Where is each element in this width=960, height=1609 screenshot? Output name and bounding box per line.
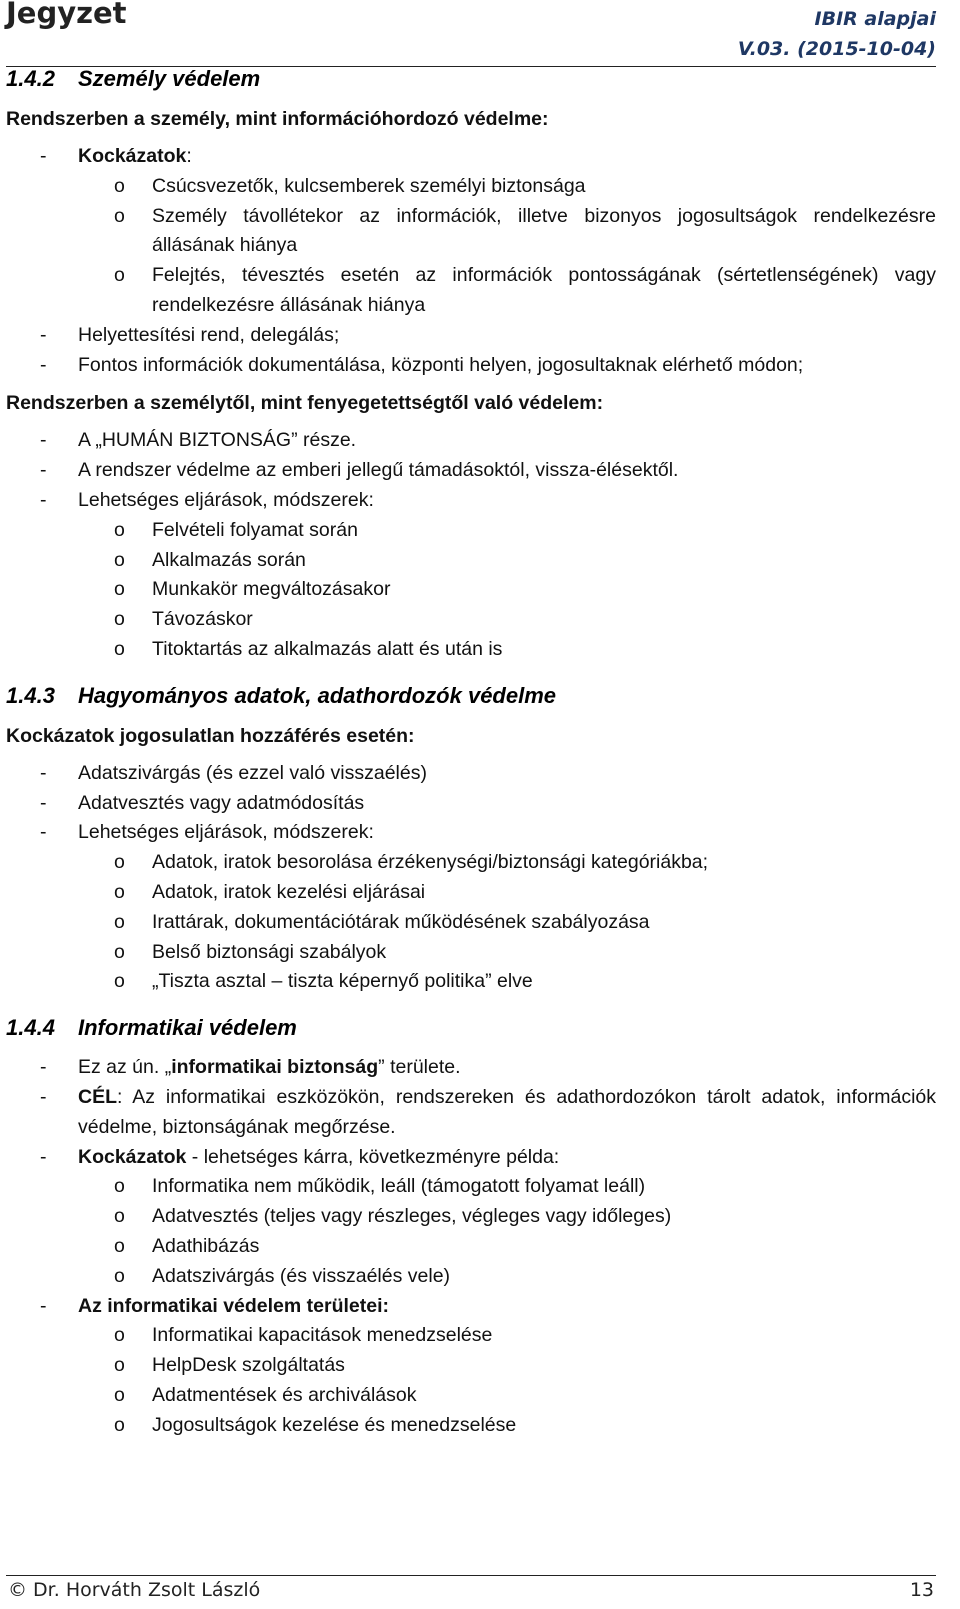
document-body [6,62,936,1448]
header-title: Jegyzet [6,0,127,30]
page-header [0,0,960,70]
list-item: o Informatikai kapacitások menedzselése [78,1321,936,1351]
list-item: - A „HUMÁN BIZTONSÁG” része. [6,426,936,456]
list-item: o Adatvesztés (teljes vagy részleges, végleges vagy időleges) [78,1202,936,1232]
sublist-risks [78,172,936,321]
list-item [6,486,936,665]
list-item: o HelpDesk szolgáltatás [78,1351,936,1381]
subheading-unauthorized-access: Kockázatok jogosulatlan hozzáférés esetén: [6,724,415,747]
section-title: Informatikai védelem [78,1015,297,1041]
list-item: o Személy távollétekor az információk, illetve bizonyos jogosultságok rendelkezésre állásának hiánya [78,202,936,262]
section-title: Személy védelem [78,66,261,91]
list-item [6,142,936,321]
list-item: o Adatok, iratok besorolása érzékenységi/biztonsági kategóriákba; [78,848,936,878]
list-item [6,1292,936,1441]
goal-label: CÉL [78,1085,117,1108]
list-item [6,818,936,997]
list-item: o Felejtés, tévesztés esetén az információk pontosságának (sértetlenségének) vagy rendelkezésre állásának hiánya [78,261,936,321]
section-number: 1.4.3 [6,682,55,708]
list-item: o Munkakör megváltozásakor [78,575,936,605]
list-item [6,1143,936,1292]
list-item: o Adatok, iratok kezelési eljárásai [78,878,936,908]
section-number: 1.4.2 [6,66,55,91]
risks-label: Kockázatok [78,1145,187,1168]
list-item: o Irattárak, dokumentációtárak működésének szabályozása [78,908,936,938]
list-threat-protection [6,426,936,664]
list-item: - Adatszivárgás (és ezzel való visszaélés) [6,759,936,789]
areas-label: Az informatikai védelem területei: [78,1294,390,1317]
header-subject: IBIR alapjai [814,8,936,30]
list-item: o „Tiszta asztal – tiszta képernyő politika” elve [78,967,936,997]
section-number: 1.4.4 [6,1015,55,1041]
subheading-person-as-threat: Rendszerben a személytől, mint fenyegetettségtől való védelem: [6,392,604,415]
text-fragment: : Az informatikai eszközökön, rendszereken és adathordozókon tárolt adatok, információk védelme, biztonságának megőrzése. [78,1085,936,1138]
list-item [6,1083,936,1143]
text-fragment: - lehetséges kárra, következményre példa: [186,1145,560,1168]
section-heading-1-4-3 [6,679,936,713]
emphasis: informatikai biztonság [171,1056,379,1079]
header-version: V.03. (2015-10-04) [737,38,936,60]
list-it-protection [6,1053,936,1440]
list-item: o Adatszivárgás (és visszaélés vele) [78,1262,936,1292]
list-item: - Fontos információk dokumentálása, központi helyen, jogosultaknak elérhető módon; [6,351,936,381]
risks-label: Kockázatok [78,145,187,167]
section-heading-1-4-4 [6,1011,936,1045]
list-data-risks [6,759,936,997]
sublist-areas [78,1321,936,1440]
list-item: - Adatvesztés vagy adatmódosítás [6,789,936,819]
methods-label: Lehetséges eljárások, módszerek: [78,488,374,511]
list-item: o Titoktartás az alkalmazás alatt és után is [78,635,936,665]
sublist-methods [78,848,936,997]
list-item: o Távozáskor [78,605,936,635]
risks-colon: : [186,145,192,167]
section-heading-1-4-2 [6,62,936,96]
list-item [6,1053,936,1083]
list-item: o Csúcsvezetők, kulcsemberek személyi biztonsága [78,172,936,202]
subheading-person-as-carrier: Rendszerben a személy, mint információhordozó védelme: [6,108,549,130]
list-person-protection [6,142,936,380]
list-item: o Felvételi folyamat során [78,516,936,546]
sublist-methods [78,516,936,665]
page-number: 13 [909,1579,934,1601]
footer-rule [6,1575,936,1576]
list-item: o Adathibázás [78,1232,936,1262]
list-item: o Adatmentések és archiválások [78,1381,936,1411]
section-title: Hagyományos adatok, adathordozók védelme [78,682,557,708]
sublist-risks [78,1172,936,1291]
footer-author: © Dr. Horváth Zsolt László [8,1579,261,1601]
header-right [738,4,936,64]
list-item: o Alkalmazás során [78,546,936,576]
list-item: o Informatika nem működik, leáll (támogatott folyamat leáll) [78,1172,936,1202]
text-fragment: Ez az ún. „ [78,1056,172,1079]
list-item: - A rendszer védelme az emberi jellegű támadásoktól, vissza-élésektől. [6,456,936,486]
methods-label: Lehetséges eljárások, módszerek: [78,821,374,844]
text-fragment: ” területe. [378,1056,461,1079]
list-item: o Jogosultságok kezelése és menedzselése [78,1411,936,1441]
list-item: - Helyettesítési rend, delegálás; [6,321,936,351]
list-item: o Belső biztonsági szabályok [78,938,936,968]
